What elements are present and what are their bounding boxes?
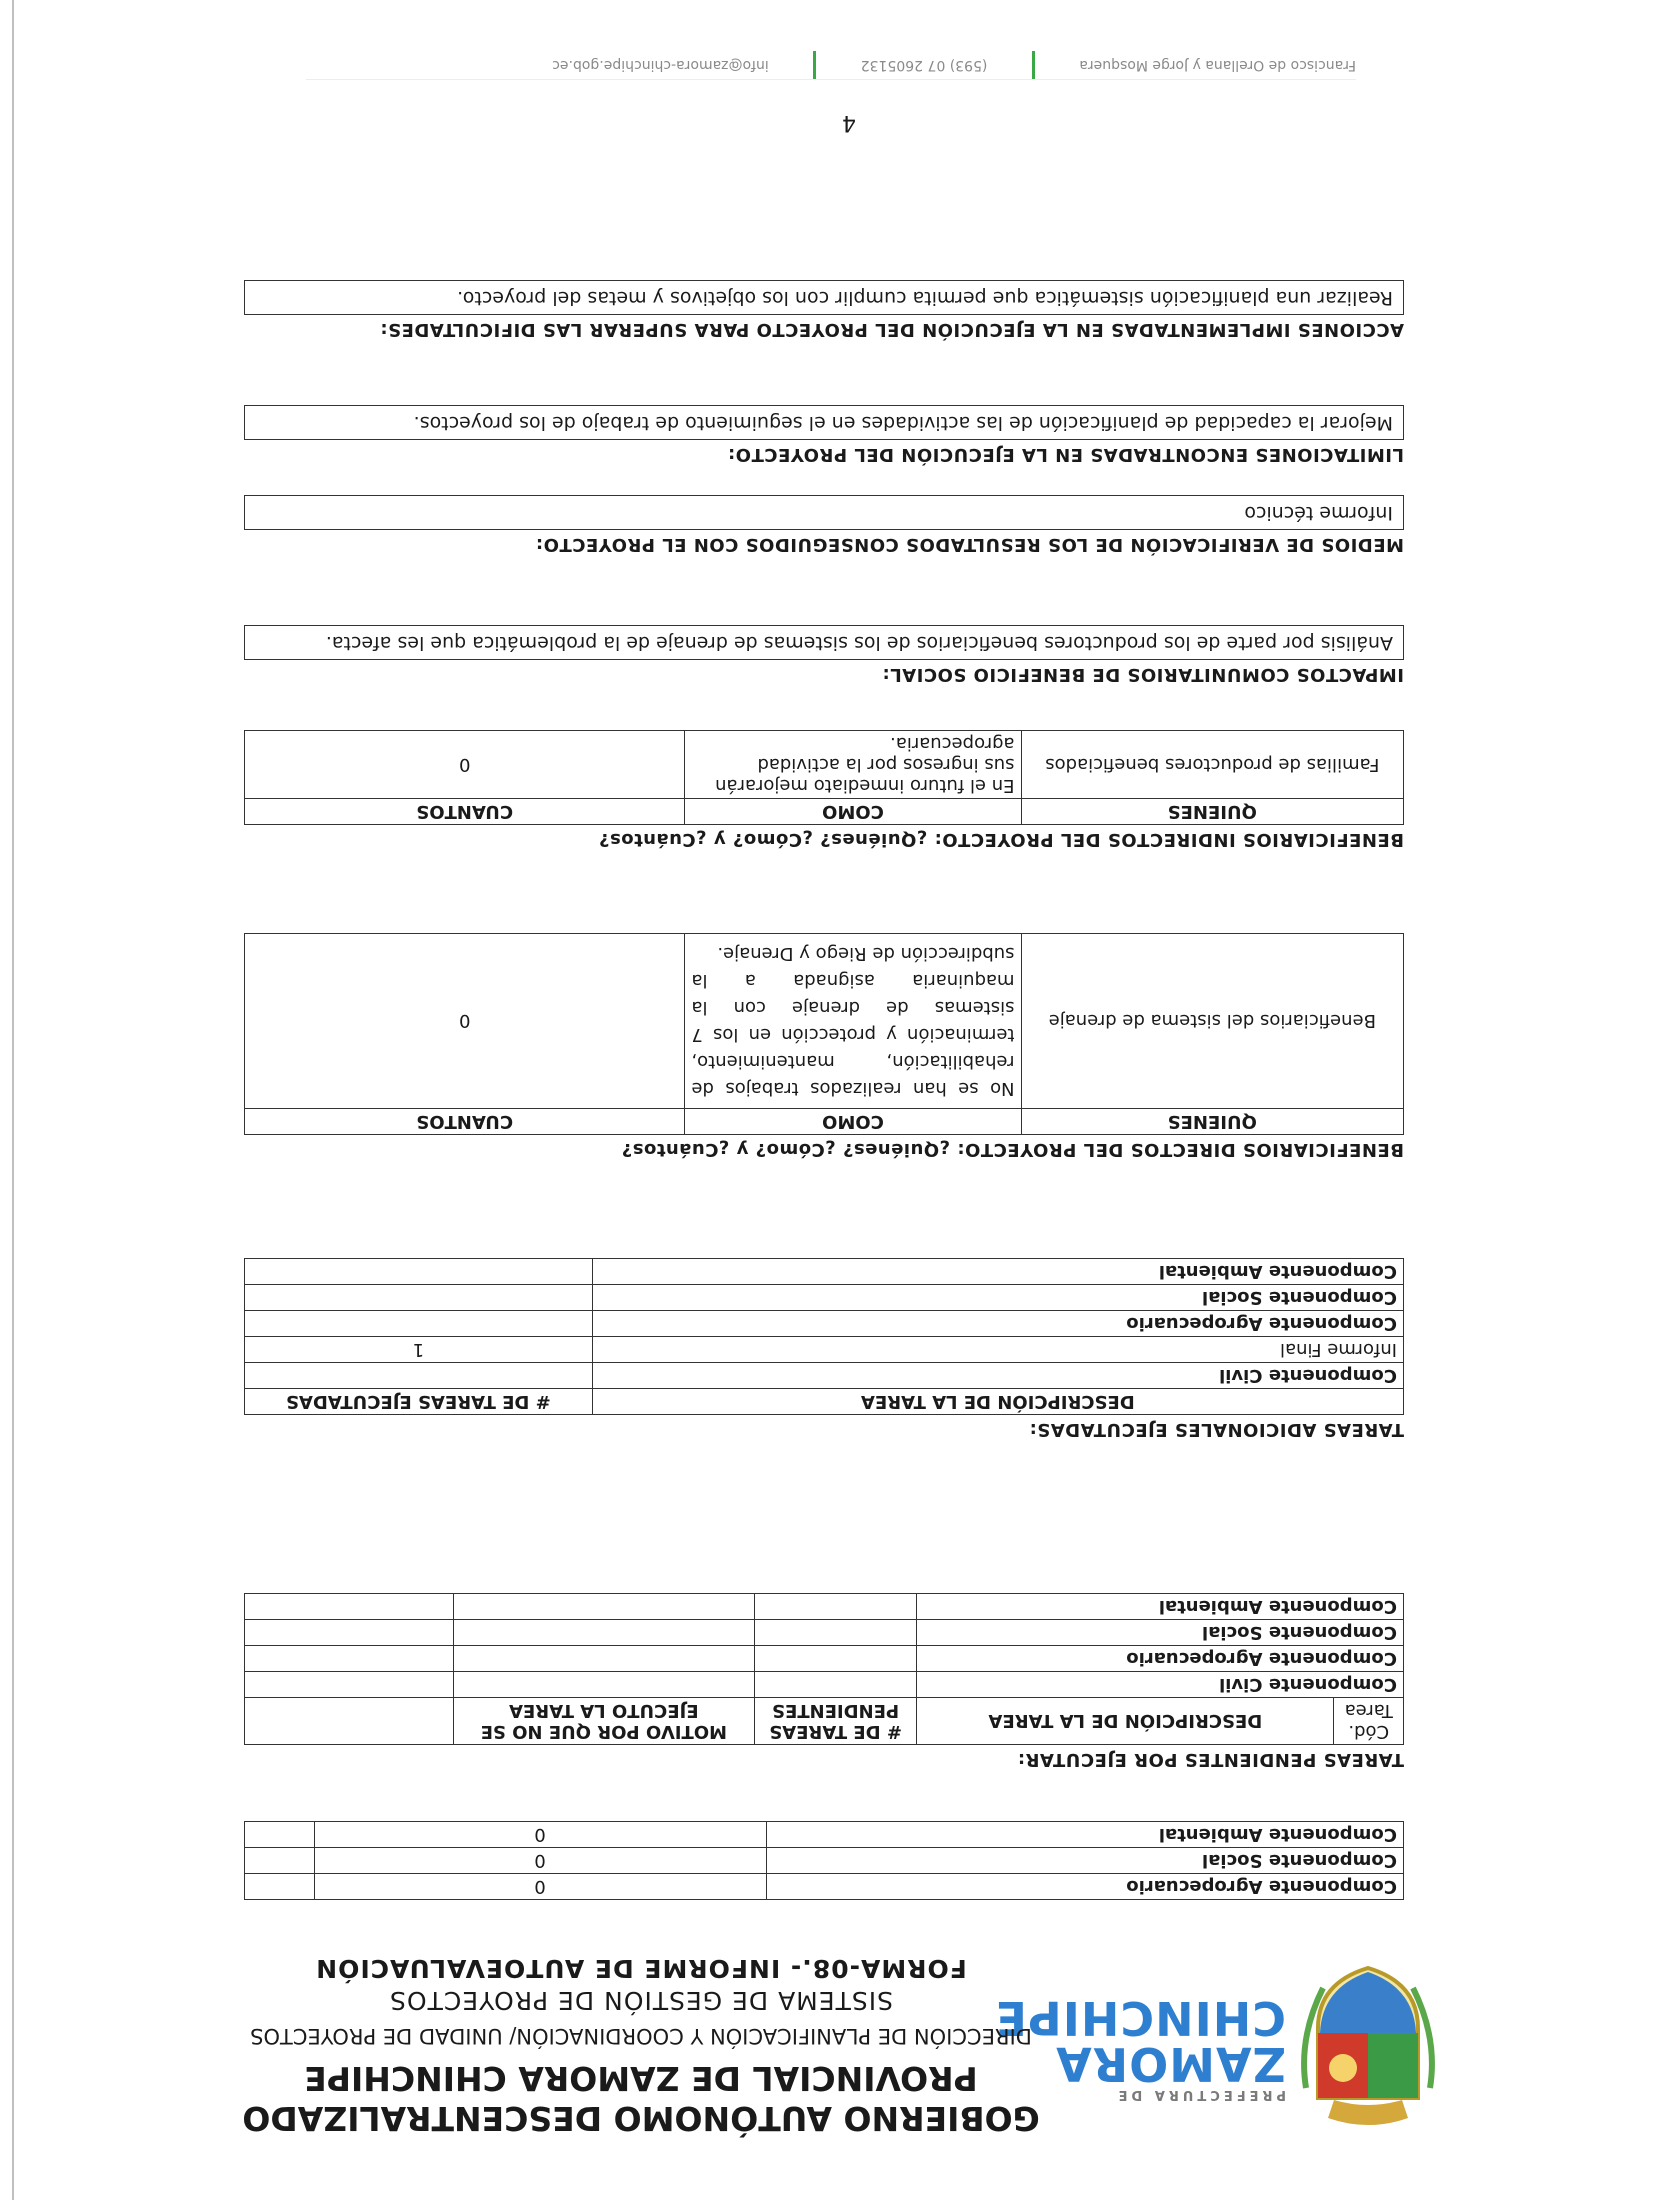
header-titles bbox=[216, 1952, 1066, 2138]
verification-means-section bbox=[244, 495, 1404, 555]
footer-phone: (593) 07 2605132 bbox=[860, 57, 988, 73]
task-label: Componente Civil bbox=[592, 1363, 1403, 1389]
limitations-text: Mejorar la capacidad de planificación de las actividades en el seguimiento de trabajo de los proyectos. bbox=[244, 405, 1404, 440]
table-cell bbox=[245, 1594, 454, 1620]
table-cell bbox=[245, 1620, 454, 1646]
coat-of-arms-icon bbox=[1298, 1963, 1438, 2128]
section-title: BENEFICIARIOS DIRECTOS DEL PROYECTO: ¿Quiénes? ¿Cómo? y ¿Cuántos? bbox=[621, 1139, 1404, 1160]
direct-beneficiaries-table bbox=[244, 933, 1404, 1135]
table-row bbox=[245, 731, 1404, 799]
institution-subtitle: PROVINCIAL DE ZAMORA CHINCHIPE bbox=[304, 2059, 978, 2098]
table-row bbox=[245, 1337, 1404, 1363]
component-label: Componente Social bbox=[917, 1620, 1404, 1646]
additional-tasks-section bbox=[244, 1258, 1404, 1440]
table-cell bbox=[245, 1874, 315, 1900]
column-header-num: # DE TAREAS PENDIENTES bbox=[754, 1698, 916, 1745]
table-row bbox=[245, 1594, 1404, 1620]
task-label: Componente Social bbox=[592, 1285, 1403, 1311]
task-count: 1 bbox=[245, 1337, 593, 1363]
column-header-desc: DESCRIPCIÓN DE LA TAREA bbox=[592, 1389, 1403, 1415]
table-row bbox=[245, 934, 1404, 1109]
table-row bbox=[245, 1259, 1404, 1285]
footer-address: Francisco de Orellana y Jorge Mosquera bbox=[1079, 57, 1356, 73]
verification-means-text: Informe técnico bbox=[244, 495, 1404, 530]
table-row bbox=[245, 1620, 1404, 1646]
table-header-row bbox=[245, 1109, 1404, 1135]
column-header-cuantos: CUANTOS bbox=[245, 1109, 685, 1135]
document-footer bbox=[306, 39, 1356, 80]
actions-text: Realizar una planificación sistemática que permita cumplir con los objetivos y metas del proyecto. bbox=[244, 280, 1404, 315]
task-label: Componente Agropecuario bbox=[592, 1311, 1403, 1337]
pending-tasks-table bbox=[244, 1593, 1404, 1745]
component-label: Componente Agropecuario bbox=[766, 1874, 1403, 1900]
task-count bbox=[245, 1285, 593, 1311]
column-header-cuantos: CUANTOS bbox=[245, 799, 685, 825]
table-cell bbox=[754, 1620, 916, 1646]
table-cell bbox=[754, 1646, 916, 1672]
task-count bbox=[245, 1259, 593, 1285]
table-cell bbox=[453, 1620, 754, 1646]
task-label: Componente Ambiental bbox=[592, 1259, 1403, 1285]
component-label: Componente Agropecuario bbox=[917, 1646, 1404, 1672]
table-header-row bbox=[245, 799, 1404, 825]
community-impacts-section bbox=[244, 625, 1404, 685]
column-header-como: COMO bbox=[685, 1109, 1021, 1135]
additional-tasks-table bbox=[244, 1258, 1404, 1415]
component-label: Componente Ambiental bbox=[766, 1822, 1403, 1848]
column-header-desc: DESCRIPCIÓN DE LA TAREA bbox=[917, 1698, 1334, 1745]
beneficiary-how: En el futuro inmediato mejorarán sus ingresos por la actividad agropecuaria. bbox=[685, 731, 1021, 799]
document-header bbox=[216, 1948, 1446, 2138]
table-cell bbox=[245, 1822, 315, 1848]
table-row bbox=[245, 1672, 1404, 1698]
beneficiary-who: Familias de productores beneficiados bbox=[1021, 731, 1403, 799]
beneficiary-how: No se han realizados trabajos de rehabilitación, mantenimiento, terminación y protección en los 7 sistemas de drenaje con la maquinaria asignada a la subdirección de Riego y Drenaje. bbox=[685, 934, 1021, 1109]
component-value: 0 bbox=[314, 1874, 766, 1900]
indirect-beneficiaries-section bbox=[244, 730, 1404, 850]
table-cell bbox=[453, 1672, 754, 1698]
beneficiary-count: 0 bbox=[245, 731, 685, 799]
beneficiary-who: Beneficiarios del sistema de drenaje bbox=[1021, 934, 1403, 1109]
components-summary-section bbox=[244, 1821, 1404, 1900]
column-header-motivo: MOTIVO POR QUE NO SE EJECUTO LA TAREA bbox=[453, 1698, 754, 1745]
table-row bbox=[245, 1848, 1404, 1874]
section-title: MEDIOS DE VERIFICACIÓN DE LOS RESULTADOS CONSEGUIDOS CON EL PROYECTO: bbox=[535, 534, 1404, 555]
logo-line-1: ZAMORA bbox=[1055, 2037, 1286, 2091]
section-title: LIMITACIONES ENCONTRADAS EN LA EJECUCIÓN DEL PROYECTO: bbox=[727, 444, 1404, 465]
system-title: SISTEMA DE GESTIÓN DE PROYECTOS bbox=[389, 1986, 893, 2015]
institution-title: GOBIERNO AUTÓNOMO DESCENTRALIZADO bbox=[242, 2099, 1040, 2138]
logo-line-2: CHINCHIPE bbox=[994, 1991, 1286, 2045]
table-cell bbox=[245, 1672, 454, 1698]
table-cell bbox=[754, 1672, 916, 1698]
task-label: Informe Final bbox=[592, 1337, 1403, 1363]
section-title: ACCIONES IMPLEMENTADAS EN LA EJECUCIÓN DEL PROYECTO PARA SUPERAR LAS DIFICULTADES: bbox=[379, 319, 1404, 340]
column-header-quienes: QUIENES bbox=[1021, 799, 1403, 825]
page-number: 4 bbox=[842, 110, 856, 135]
column-header-quienes: QUIENES bbox=[1021, 1109, 1403, 1135]
logo-small-text: PREFECTURA DE bbox=[1114, 2087, 1286, 2102]
section-title: TAREAS ADICIONALES EJECUTADAS: bbox=[1029, 1419, 1404, 1440]
table-row bbox=[245, 1311, 1404, 1337]
table-cell bbox=[453, 1646, 754, 1672]
limitations-section bbox=[244, 405, 1404, 465]
component-label: Componente Ambiental bbox=[917, 1594, 1404, 1620]
column-header-como: COMO bbox=[685, 799, 1021, 825]
section-title: TAREAS PENDIENTES POR EJECUTAR: bbox=[1017, 1749, 1404, 1770]
pending-tasks-section bbox=[244, 1593, 1404, 1770]
column-header-cod: Cód. Tarea bbox=[1334, 1698, 1404, 1745]
components-summary-table bbox=[244, 1821, 1404, 1900]
footer-email: info@zamora-chinchipe.gob.ec bbox=[552, 57, 769, 73]
component-label: Componente Social bbox=[766, 1848, 1403, 1874]
beneficiary-count: 0 bbox=[245, 934, 685, 1109]
table-cell bbox=[453, 1594, 754, 1620]
component-value: 0 bbox=[314, 1848, 766, 1874]
actions-section bbox=[244, 280, 1404, 340]
table-cell bbox=[754, 1594, 916, 1620]
table-header-row bbox=[245, 1698, 1404, 1745]
section-title: IMPACTOS COMUNITARIOS DE BENEFICIO SOCIAL: bbox=[882, 664, 1404, 685]
table-row bbox=[245, 1363, 1404, 1389]
table-header-row bbox=[245, 1389, 1404, 1415]
footer-divider bbox=[813, 51, 816, 79]
table-row bbox=[245, 1822, 1404, 1848]
component-value: 0 bbox=[314, 1822, 766, 1848]
column-header-num: # DE TAREAS EJECUTADAS bbox=[245, 1389, 593, 1415]
table-cell bbox=[245, 1848, 315, 1874]
footer-divider bbox=[1032, 51, 1035, 79]
table-cell bbox=[245, 1646, 454, 1672]
community-impacts-text: Análisis por parte de los productores beneficiarios de los sistemas de drenaje de la problemática que les afecta. bbox=[244, 625, 1404, 660]
direct-beneficiaries-section bbox=[244, 933, 1404, 1160]
table-row bbox=[245, 1285, 1404, 1311]
table-row bbox=[245, 1646, 1404, 1672]
component-label: Componente Civil bbox=[917, 1672, 1404, 1698]
indirect-beneficiaries-table bbox=[244, 730, 1404, 825]
table-row bbox=[245, 1874, 1404, 1900]
task-count bbox=[245, 1311, 593, 1337]
department-title: DIRECCIÓN DE PLANIFICACIÓN Y COORDINACIÓN/ UNIDAD DE PROYECTOS bbox=[250, 2024, 1032, 2048]
scan-edge-line bbox=[12, 0, 14, 2200]
section-title: BENEFICIARIOS INDIRECTOS DEL PROYECTO: ¿Quiénes? ¿Cómo? y ¿Cuántos? bbox=[598, 829, 1404, 850]
task-count bbox=[245, 1363, 593, 1389]
form-title: FORMA-08.- INFORME DE AUTOEVALUACIÓN bbox=[315, 1954, 967, 1983]
column-header-extra bbox=[245, 1698, 454, 1745]
